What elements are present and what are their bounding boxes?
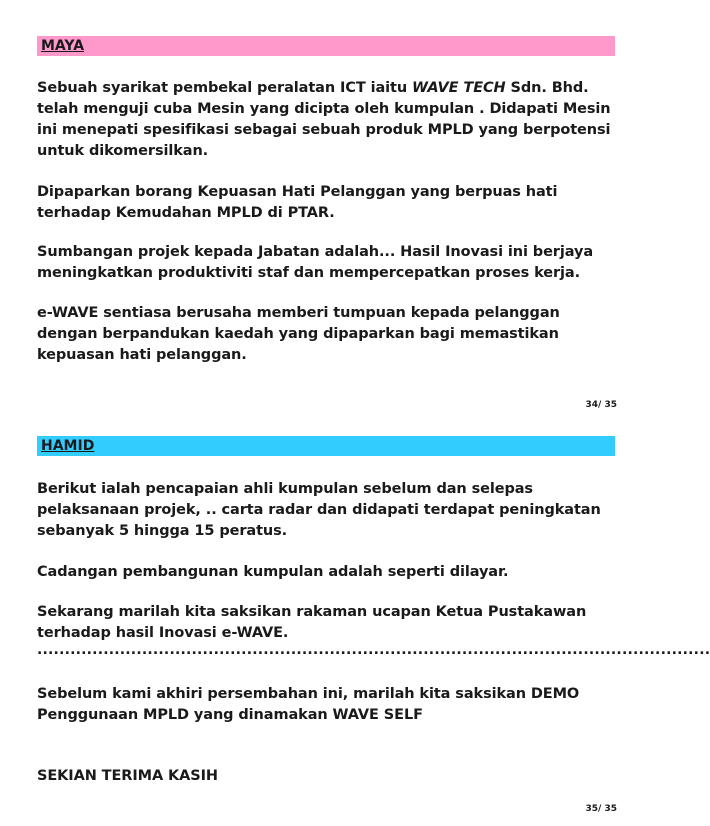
maya-heading: MAYA [41,38,85,54]
dotted-separator: .......................................................................................................................... [37,642,710,658]
hamid-paragraph-3: Sekarang marilah kita saksikan rakaman ucapan Ketua Pustakawan terhadap hasil Inovasi e-WAVE. [37,604,587,641]
maya-paragraph-4: e-WAVE sentiasa berusaha memberi tumpuan kepada pelanggan dengan berpandukan kaedah yang dipaparkan bagi memastikan kepuasan hati pelanggan. [37,305,560,363]
maya-heading-bar [37,36,615,56]
closing-thanks: SEKIAN TERIMA KASIH [37,768,218,784]
maya-p1-text-a: Sebuah syarikat pembekal peralatan ICT iaitu [37,80,413,96]
hamid-heading: HAMID [41,438,95,454]
hamid-paragraph-2: Cadangan pembangunan kumpulan adalah seperti dilayar. [37,564,509,580]
maya-p1-text-b: Sdn. Bhd. telah menguji cuba Mesin yang dicipta oleh kumpulan . Didapati Mesin ini menepati spesifikasi sebagai sebuah produk MPLD yang berpotensi untuk dikomersilkan. [37,80,611,159]
page-number-35: 35/ 35 [585,804,617,814]
maya-paragraph-2: Dipaparkan borang Kepuasan Hati Pelanggan yang berpuas hati terhadap Kemudahan MPLD di PTAR. [37,184,558,221]
page-number-34: 34/ 35 [585,400,617,410]
hamid-heading-bar [37,436,615,456]
hamid-paragraph-1: Berikut ialah pencapaian ahli kumpulan sebelum dan selepas pelaksanaan projek, .. carta radar dan didapati terdapat peningkatan sebanyak 5 hingga 15 peratus. [37,481,601,539]
maya-paragraph-3: Sumbangan projek kepada Jabatan adalah... Hasil Inovasi ini berjaya meningkatkan produktiviti staf dan mempercepatkan proses kerja. [37,244,594,281]
hamid-paragraph-4: Sebelum kami akhiri persembahan ini, marilah kita saksikan DEMO Penggunaan MPLD yang dinamakan WAVE SELF [37,686,580,723]
maya-p1-company: WAVE TECH [412,80,506,96]
maya-paragraph-1 [37,78,622,162]
